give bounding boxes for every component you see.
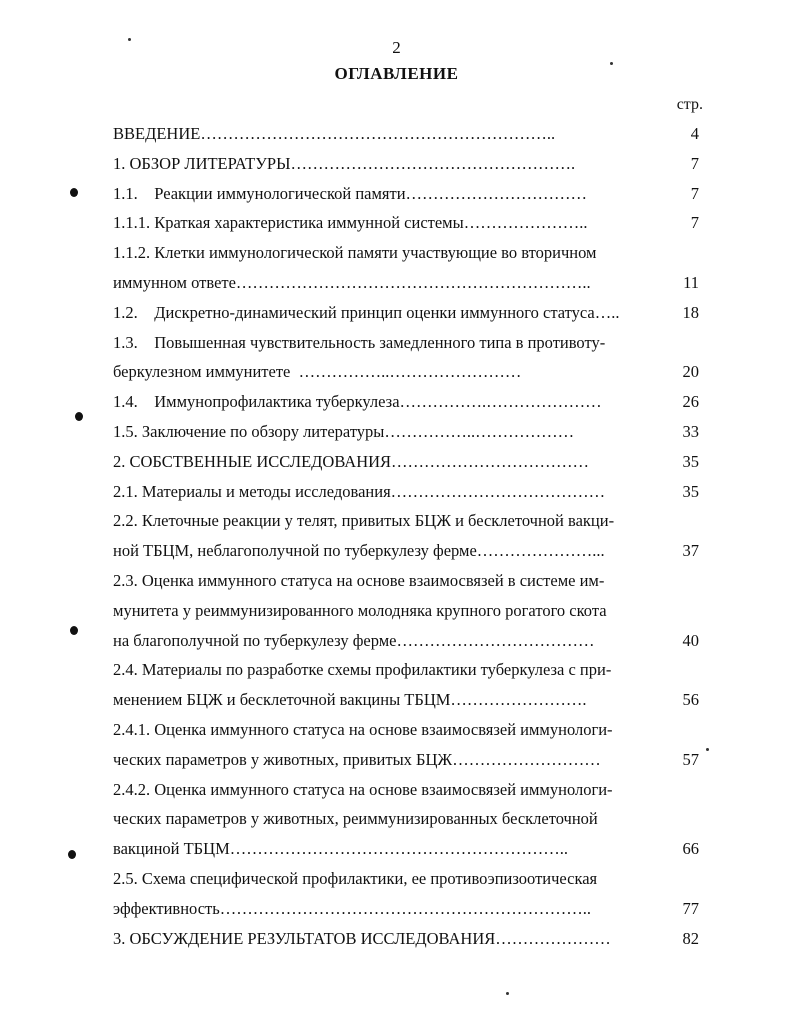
toc-entry	[113, 599, 699, 623]
toc-entry-text: 1.4. Иммунопрофилактика туберкулеза…………….…………………	[113, 392, 602, 412]
toc-entry	[113, 837, 699, 861]
toc-entry	[113, 331, 699, 355]
toc-entry	[113, 748, 699, 772]
toc-entry-text: ной ТБЦМ, неблагополучной по туберкулезу ферме…………………...	[113, 541, 605, 561]
toc-entry-page: 11	[683, 273, 699, 292]
toc-entry	[113, 390, 699, 414]
toc-entry-text: 1.1. Реакции иммунологической памяти……………………………	[113, 183, 588, 203]
toc-entry	[113, 807, 699, 831]
toc-entry	[113, 509, 699, 533]
toc-entry	[113, 271, 699, 295]
toc-entry	[113, 539, 699, 563]
toc-entry-page: 35	[682, 481, 699, 501]
toc-entry	[113, 152, 699, 176]
toc-entry-text: 2.4.1. Оценка иммунного статуса на основе взаимосвязей иммунологи-	[113, 720, 613, 739]
toc-entry-page: 82	[682, 928, 699, 948]
toc-entry-text: ческих параметров у животных, реиммунизированных бесклеточной	[113, 809, 598, 829]
toc-entry-text: 1. ОБЗОР ЛИТЕРАТУРЫ…………………………………………….	[113, 153, 576, 173]
toc-entry-text: 2.3. Оценка иммунного статуса на основе взаимосвязей в системе им-	[113, 571, 605, 590]
toc-entry-text: 2.5. Схема специфической профилактики, ее противоэпизоотическая	[113, 869, 598, 888]
toc-entry	[113, 927, 699, 951]
toc-entry-page: 7	[690, 213, 699, 233]
toc-entry-text: ВВЕДЕНИЕ………………………………………………………..	[113, 124, 556, 143]
toc-entry	[113, 897, 699, 921]
toc-entry-page: 35	[682, 451, 699, 471]
scan-blot	[70, 188, 78, 197]
toc-entry	[113, 718, 699, 742]
toc-entry-page: 77	[682, 898, 699, 918]
toc-entry-text: беркулезном иммунитете ……………..……………………	[113, 362, 522, 382]
scan-speck	[506, 992, 509, 995]
toc-entry-text: 2. СОБСТВЕННЫЕ ИССЛЕДОВАНИЯ………………………………	[113, 451, 590, 471]
toc-entry-text: 2.4.2. Оценка иммунного статуса на основе взаимосвязей иммунологи-	[113, 779, 613, 799]
toc-entry-text: 3. ОБСУЖДЕНИЕ РЕЗУЛЬТАТОВ ИССЛЕДОВАНИЯ…………………	[113, 928, 611, 948]
scan-blot	[70, 626, 78, 635]
toc-entry-text: вакциной ТБЦМ……………………………………………………..	[113, 839, 568, 859]
toc-entry-page: 37	[682, 541, 699, 561]
scan-blot	[68, 850, 76, 859]
page-column-label: стр.	[676, 96, 703, 113]
toc-entry-text: 1.1.1. Краткая характеристика иммунной системы…………………..	[113, 213, 588, 233]
toc-entry	[113, 450, 699, 474]
toc-entry-page: 4	[690, 124, 699, 143]
toc-entry	[113, 241, 699, 265]
toc-entry-text: иммунном ответе………………………………………………………..	[113, 273, 591, 292]
toc-entry-text: 1.2. Дискретно-динамический принцип оценки иммунного статуса…..	[113, 302, 620, 322]
toc-entry-page: 40	[682, 630, 699, 650]
toc-entry-page: 33	[682, 422, 699, 441]
toc-entry	[113, 211, 699, 235]
toc-entry	[113, 867, 699, 891]
toc-entry	[113, 629, 699, 653]
toc-entry	[113, 480, 699, 504]
toc-entry	[113, 182, 699, 206]
toc-entry-page: 20	[682, 362, 699, 382]
toc-entry-text: 1.3. Повышенная чувствительность замедленного типа в противоту-	[113, 332, 606, 352]
scan-speck	[610, 62, 613, 65]
toc-entry	[113, 122, 699, 146]
toc-entry-text: мунитета у реиммунизированного молодняка крупного рогатого скота	[113, 600, 607, 620]
scan-speck	[128, 38, 131, 41]
toc-entry	[113, 569, 699, 593]
toc-entry	[113, 360, 699, 384]
page-title: ОГЛАВЛЕНИЕ	[334, 64, 459, 83]
toc-entry-page: 26	[682, 392, 699, 412]
toc-entry-text: ческих параметров у животных, привитых БЦЖ………………………	[113, 749, 601, 769]
page-number: 2	[392, 38, 401, 57]
toc-entry-text: 2.2. Клеточные реакции у телят, привитых БЦЖ и бесклеточной вакци-	[113, 511, 615, 531]
toc-entry-text: на благополучной по туберкулезу ферме………………………………	[113, 630, 595, 650]
scan-blot	[75, 412, 83, 421]
toc-entry-text: менением БЦЖ и бесклеточной вакцины ТБЦМ…………………….	[113, 690, 587, 710]
toc-entry-page: 66	[682, 839, 699, 859]
toc-entry-text: 1.5. Заключение по обзору литературы……………..………………	[113, 422, 575, 441]
toc-entry	[113, 688, 699, 712]
toc-entry-page: 56	[682, 690, 699, 710]
toc-entry-page: 7	[690, 183, 699, 203]
scan-speck	[706, 748, 709, 751]
toc-entry-page: 18	[682, 302, 699, 322]
toc-entry-text: 2.1. Материалы и методы исследования…………………………………	[113, 481, 606, 501]
toc-entry-text: 1.1.2. Клетки иммунологической памяти участвующие во вторичном	[113, 243, 597, 263]
toc-entry	[113, 301, 699, 325]
toc-entry	[113, 420, 699, 444]
toc-entry-page: 7	[690, 153, 699, 173]
toc-entry-text: 2.4. Материалы по разработке схемы профилактики туберкулеза с при-	[113, 660, 612, 680]
toc-entry-text: эффективность…………………………………………………………..	[113, 898, 592, 918]
toc-entry	[113, 658, 699, 682]
toc-entry-page: 57	[682, 749, 699, 769]
toc-entry	[113, 778, 699, 802]
